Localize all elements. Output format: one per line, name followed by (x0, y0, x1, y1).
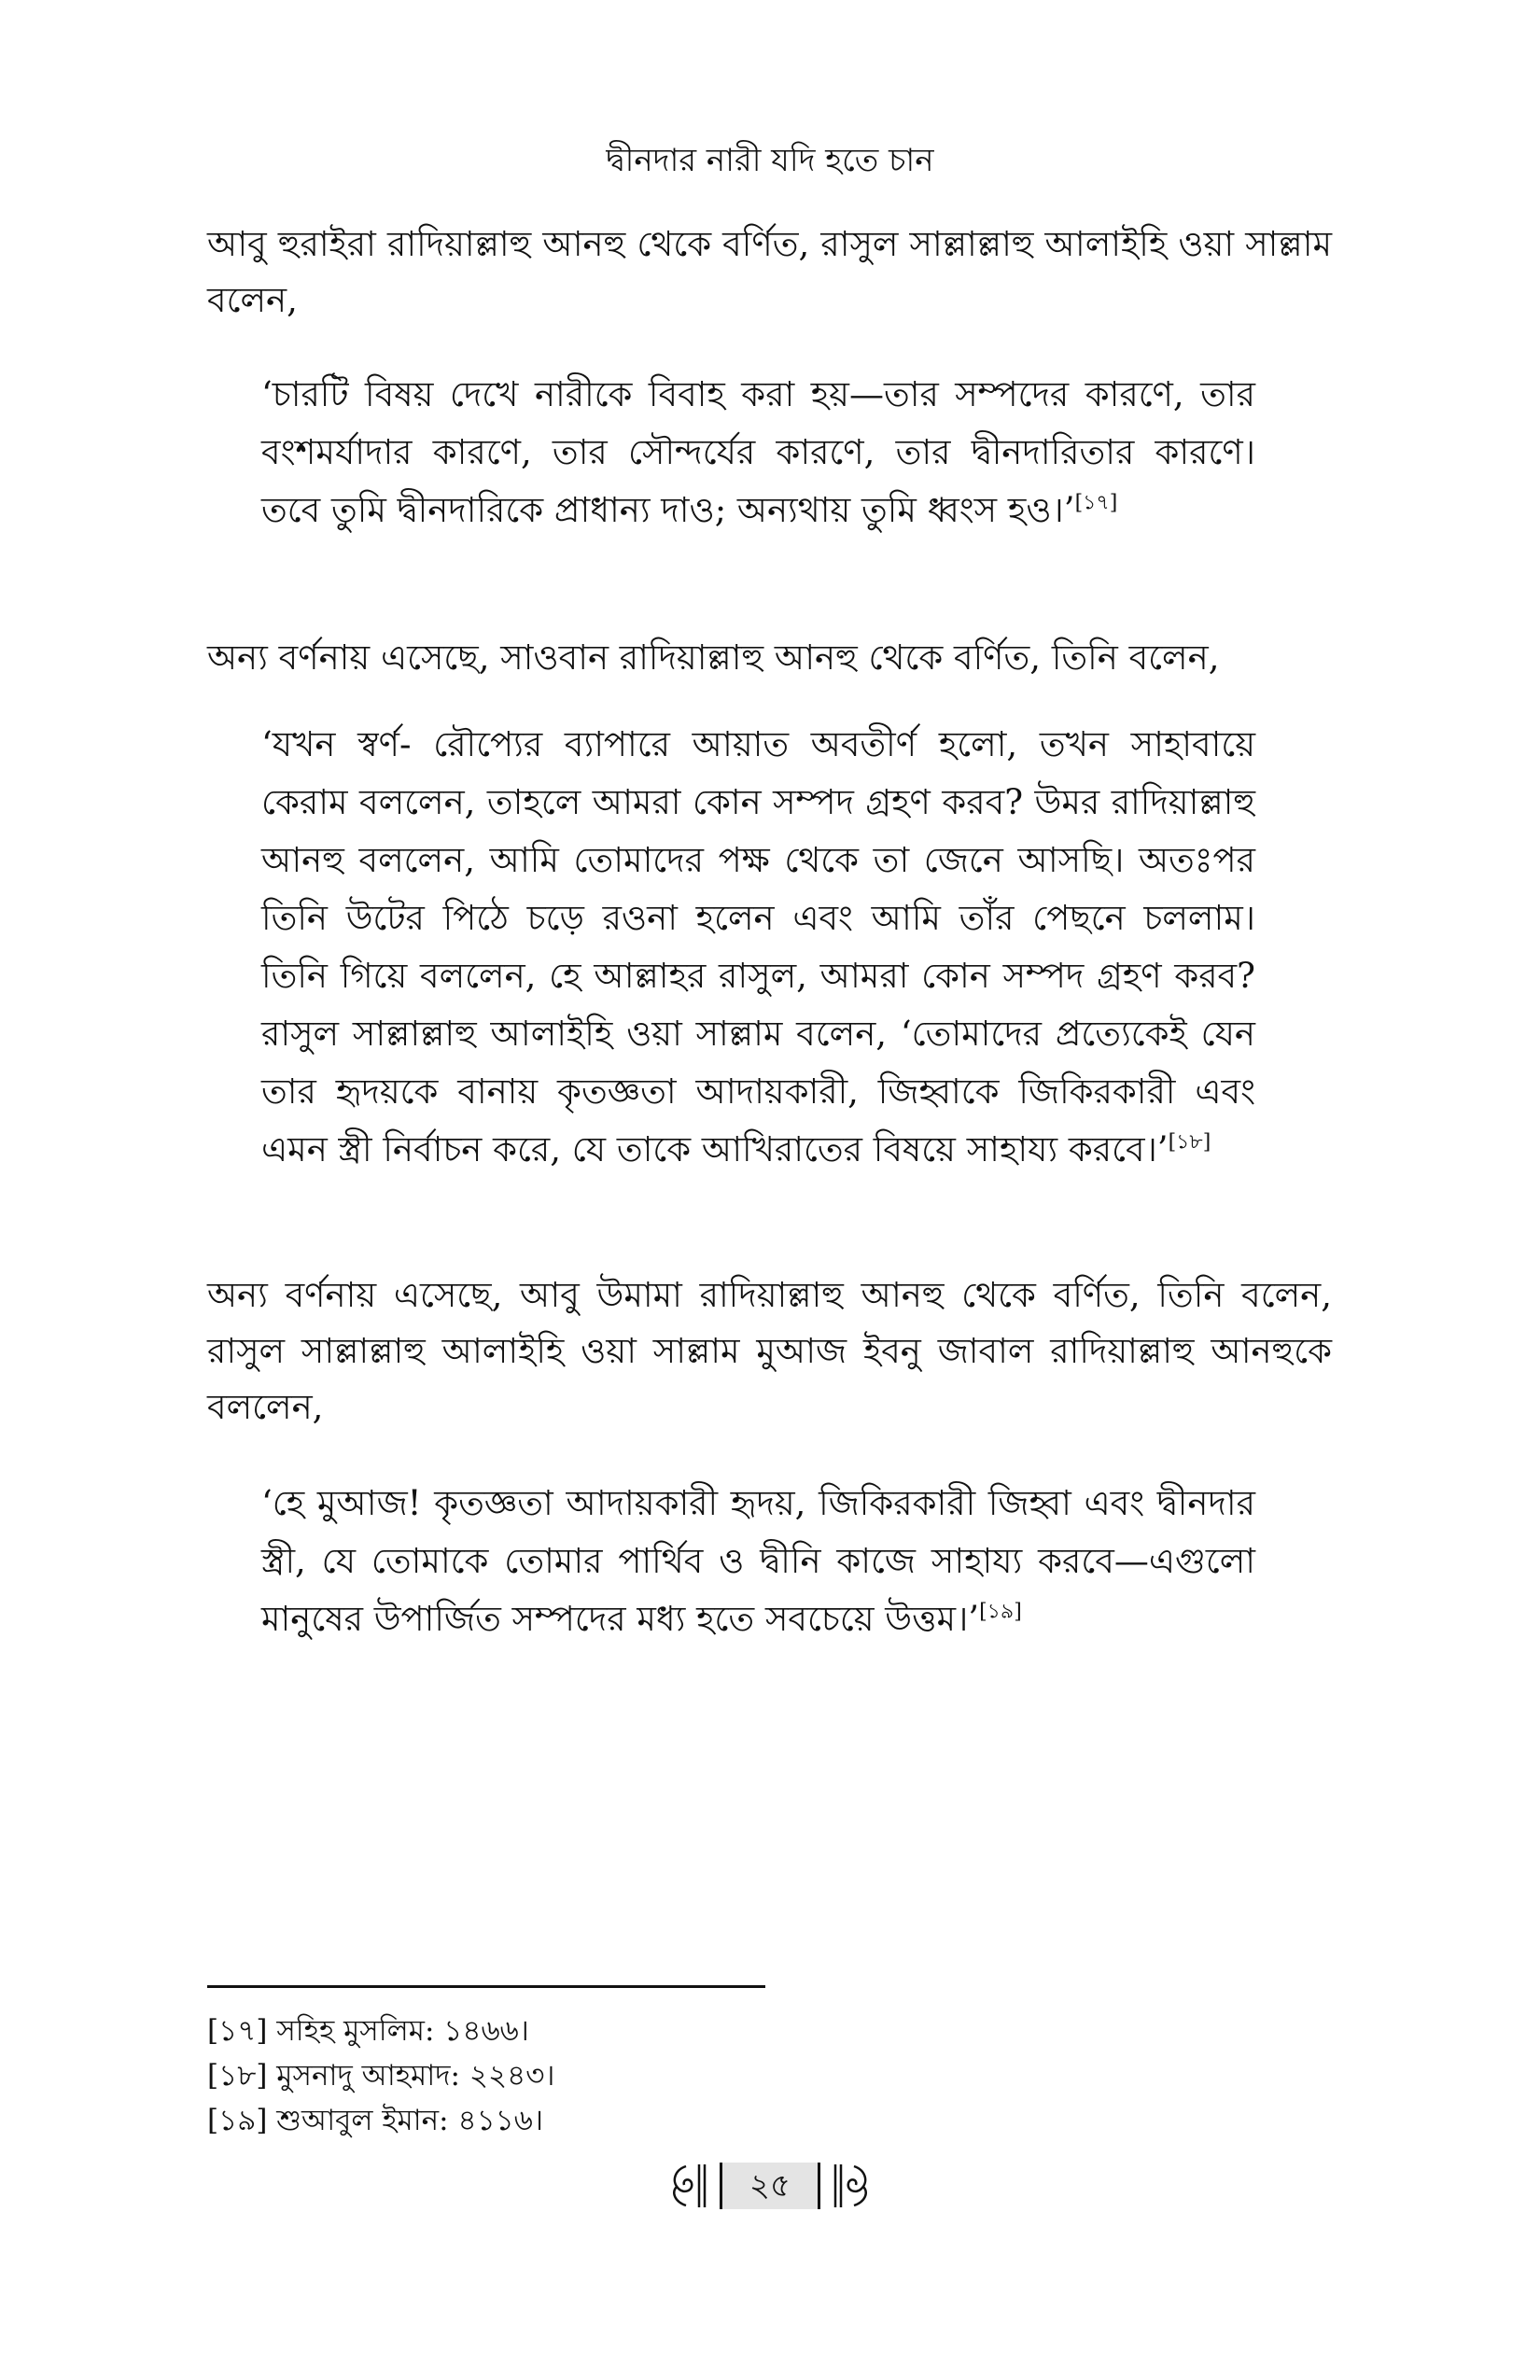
footnote-18: [১৮] মুসনাদু আহমাদ: ২২৪৩। (207, 2059, 555, 2093)
page-number: ২৫ (720, 2163, 820, 2209)
paragraph-3-text: অন্য বর্ণনায় এসেছে, আবু উমামা রাদিয়াল্লাহু আনহু থেকে বর্ণিত, তিনি বলেন, রাসুল সাল্লাল্লাহু আলাইহি ওয়া সাল্লাম মুআজ ইবনু জাবাল রাদিয়াল্লাহু আনহুকে বললেন, (207, 1275, 1332, 1427)
footnote-17: [১৭] সহিহ মুসলিম: ১৪৬৬। (207, 2014, 529, 2048)
footnote-ref-18[interactable]: [১৮] (1168, 1130, 1211, 1155)
paragraph-2-text: অন্য বর্ণনায় এসেছে, সাওবান রাদিয়াল্লাহু আনহু থেকে বর্ণিত, তিনি বলেন, (207, 637, 1220, 678)
hadith-quote-1 (261, 366, 1255, 539)
floral-ornament-left-icon (662, 2161, 710, 2211)
hadith-quote-2-text: ‘যখন স্বর্ণ- রৌপ্যের ব্যাপারে আয়াত অবতীর্ণ হলো, তখন সাহাবায়ে কেরাম বললেন, তাহলে আমরা কোন সম্পদ গ্রহণ করব? উমর রাদিয়াল্লাহু আনহু বললেন, আমি তোমাদের পক্ষ থেকে তা জেনে আসছি। অতঃপর তিনি উটের পিঠে চড়ে রওনা হলেন এবং আমি তাঁর পেছনে চললাম। তিনি গিয়ে বললেন, হে আল্লাহর রাসুল, আমরা কোন সম্পদ গ্রহণ করব? রাসুল সাল্লাল্লাহু আলাইহি ওয়া সাল্লাম বলেন, ‘তোমাদের প্রত্যেকেই যেন তার হৃদয়কে বানায় কৃতজ্ঞতা আদায়কারী, জিহ্বাকে জিকিরকারী এবং এমন স্ত্রী নির্বাচন করে, যে তাকে আখিরাতের বিষয়ে সাহায্য করবে।’ (261, 724, 1255, 1169)
hadith-quote-2 (261, 716, 1255, 1179)
footnote-19: [১৯] শুআবুল ইমান: ৪১১৬। (207, 2104, 544, 2137)
hadith-quote-1-text: ‘চারটি বিষয় দেখে নারীকে বিবাহ করা হয়—তার সম্পদের কারণে, তার বংশমর্যাদার কারণে, তার সৌন্দর্যের কারণে, তার দ্বীনদারিতার কারণে। তবে তুমি দ্বীনদারিকে প্রাধান্য দাও; অন্যথায় তুমি ধ্বংস হও।’ (261, 374, 1255, 530)
floral-ornament-right-icon (830, 2161, 878, 2211)
hadith-quote-3-text: ‘হে মুআজ! কৃতজ্ঞতা আদায়কারী হৃদয়, জিকিরকারী জিহ্বা এবং দ্বীনদার স্ত্রী, যে তোমাকে তোমার পার্থিব ও দ্বীনি কাজে সাহায্য করবে—এগুলো মানুষের উপার্জিত সম্পদের মধ্য হতে সবচেয়ে উত্তম।’ (261, 1483, 1255, 1639)
paragraph-2 (207, 630, 1332, 686)
running-title: দ্বীনদার নারী যদি হতে চান (606, 142, 934, 179)
hadith-quote-3 (261, 1475, 1255, 1648)
footnote-ref-17[interactable]: [১৭] (1074, 491, 1118, 515)
page-folio (0, 2161, 1540, 2211)
paragraph-3 (207, 1267, 1332, 1435)
paragraph-1 (207, 217, 1332, 329)
footnote-divider (207, 1985, 765, 1988)
footnote-ref-19[interactable]: [১৯] (979, 1600, 1022, 1624)
paragraph-1-text: আবু হুরাইরা রাদিয়াল্লাহু আনহু থেকে বর্ণিত, রাসুল সাল্লাল্লাহু আলাইহি ওয়া সাল্লাম বলেন, (207, 224, 1332, 320)
footnotes (207, 2009, 1047, 2143)
